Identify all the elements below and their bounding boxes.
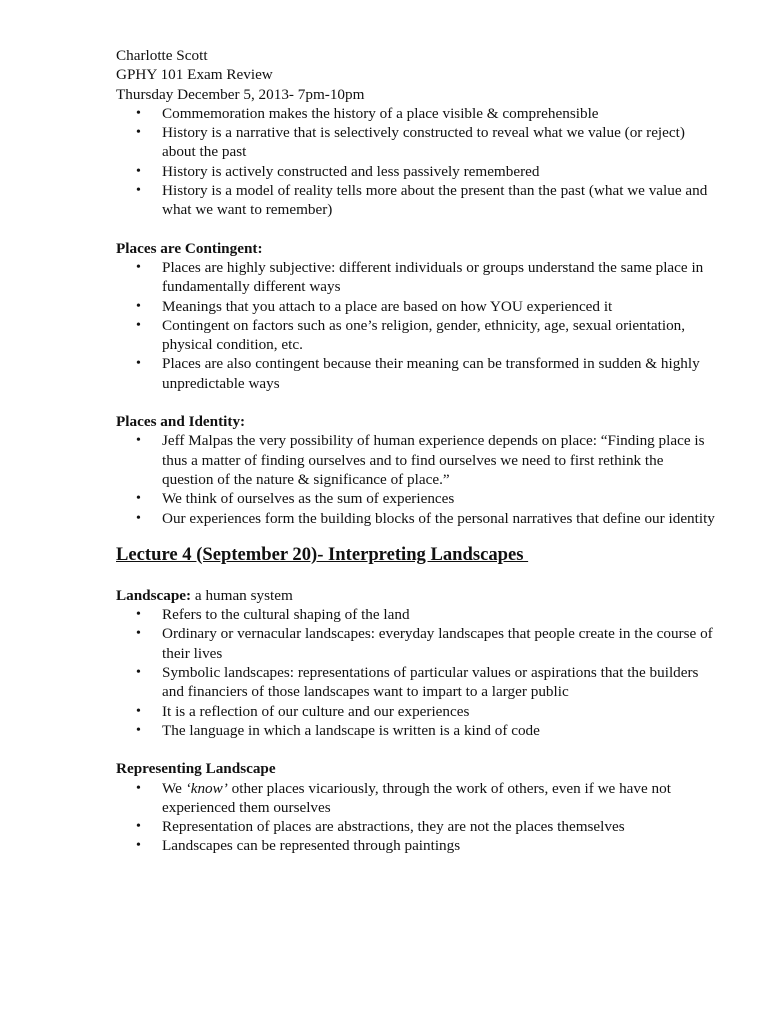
- list-item: • Ordinary or vernacular landscapes: everyday landscapes that people create in the course of their lives: [116, 624, 716, 663]
- list-item: • Symbolic landscapes: representations of particular values or aspirations that the builders and financiers of those landscapes want to impart to a larger public: [116, 663, 716, 702]
- list-item: • Places are also contingent because their meaning can be transformed in sudden & highly unpredictable ways: [116, 354, 716, 393]
- exam-date: Thursday December 5, 2013- 7pm-10pm: [116, 85, 365, 103]
- spacer: [116, 393, 716, 412]
- emphasis-text: ‘know’: [185, 779, 228, 797]
- list-item: • History is a narrative that is selectively constructed to reveal what we value (or reject) about the past: [116, 123, 716, 162]
- list-item: • It is a reflection of our culture and our experiences: [116, 702, 716, 721]
- places-identity-list: [116, 431, 716, 527]
- list-item: [116, 779, 716, 818]
- list-item: • Jeff Malpas the very possibility of human experience depends on place: “Finding place is thus a matter of finding ourselves and to find ourselves we need to first rethink the question of the nature & significance of place.”: [116, 431, 716, 489]
- landscape-definition: a human system: [191, 586, 293, 604]
- document-page: [116, 46, 716, 856]
- representing-landscape-list: [116, 779, 716, 856]
- section-heading-representing-landscape: Representing Landscape: [116, 760, 276, 778]
- spacer: [116, 567, 716, 586]
- list-item: • Contingent on factors such as one’s religion, gender, ethnicity, age, sexual orientation, physical condition, etc.: [116, 316, 716, 355]
- landscape-list: [116, 605, 716, 740]
- list-item: • Commemoration makes the history of a place visible & comprehensible: [116, 104, 716, 123]
- list-item: • Landscapes can be represented through paintings: [116, 836, 716, 855]
- list-item: • History is actively constructed and less passively remembered: [116, 162, 716, 181]
- author-name: Charlotte Scott: [116, 47, 208, 64]
- list-item: • We think of ourselves as the sum of experiences: [116, 489, 716, 508]
- list-item: • History is a model of reality tells more about the present than the past (what we value and what we want to remember): [116, 181, 716, 220]
- places-contingent-list: [116, 258, 716, 393]
- course-title: GPHY 101 Exam Review: [116, 66, 273, 84]
- list-item: • Meanings that you attach to a place are based on how YOU experienced it: [116, 297, 716, 316]
- section-heading-landscape: [116, 586, 716, 605]
- spacer: [116, 528, 716, 543]
- spacer: [116, 740, 716, 759]
- intro-bullet-list: [116, 104, 716, 220]
- landscape-term: Landscape:: [116, 586, 192, 604]
- list-item: • Refers to the cultural shaping of the land: [116, 605, 716, 624]
- spacer: [116, 220, 716, 239]
- lecture-title: Lecture 4 (September 20)- Interpreting Landscapes: [116, 543, 529, 565]
- bullet-text: other places vicariously, through the work of others, even if we have not experienced them ourselves: [162, 779, 671, 816]
- list-item: • The language in which a landscape is written is a kind of code: [116, 721, 716, 740]
- list-item: • Representation of places are abstractions, they are not the places themselves: [116, 817, 716, 836]
- section-heading-places-contingent: Places are Contingent:: [116, 239, 263, 257]
- list-item: • Our experiences form the building blocks of the personal narratives that define our identity: [116, 509, 716, 528]
- list-item: • Places are highly subjective: different individuals or groups understand the same place in fundamentally different ways: [116, 258, 716, 297]
- bullet-text: We: [162, 779, 186, 797]
- section-heading-places-identity: Places and Identity:: [116, 413, 246, 431]
